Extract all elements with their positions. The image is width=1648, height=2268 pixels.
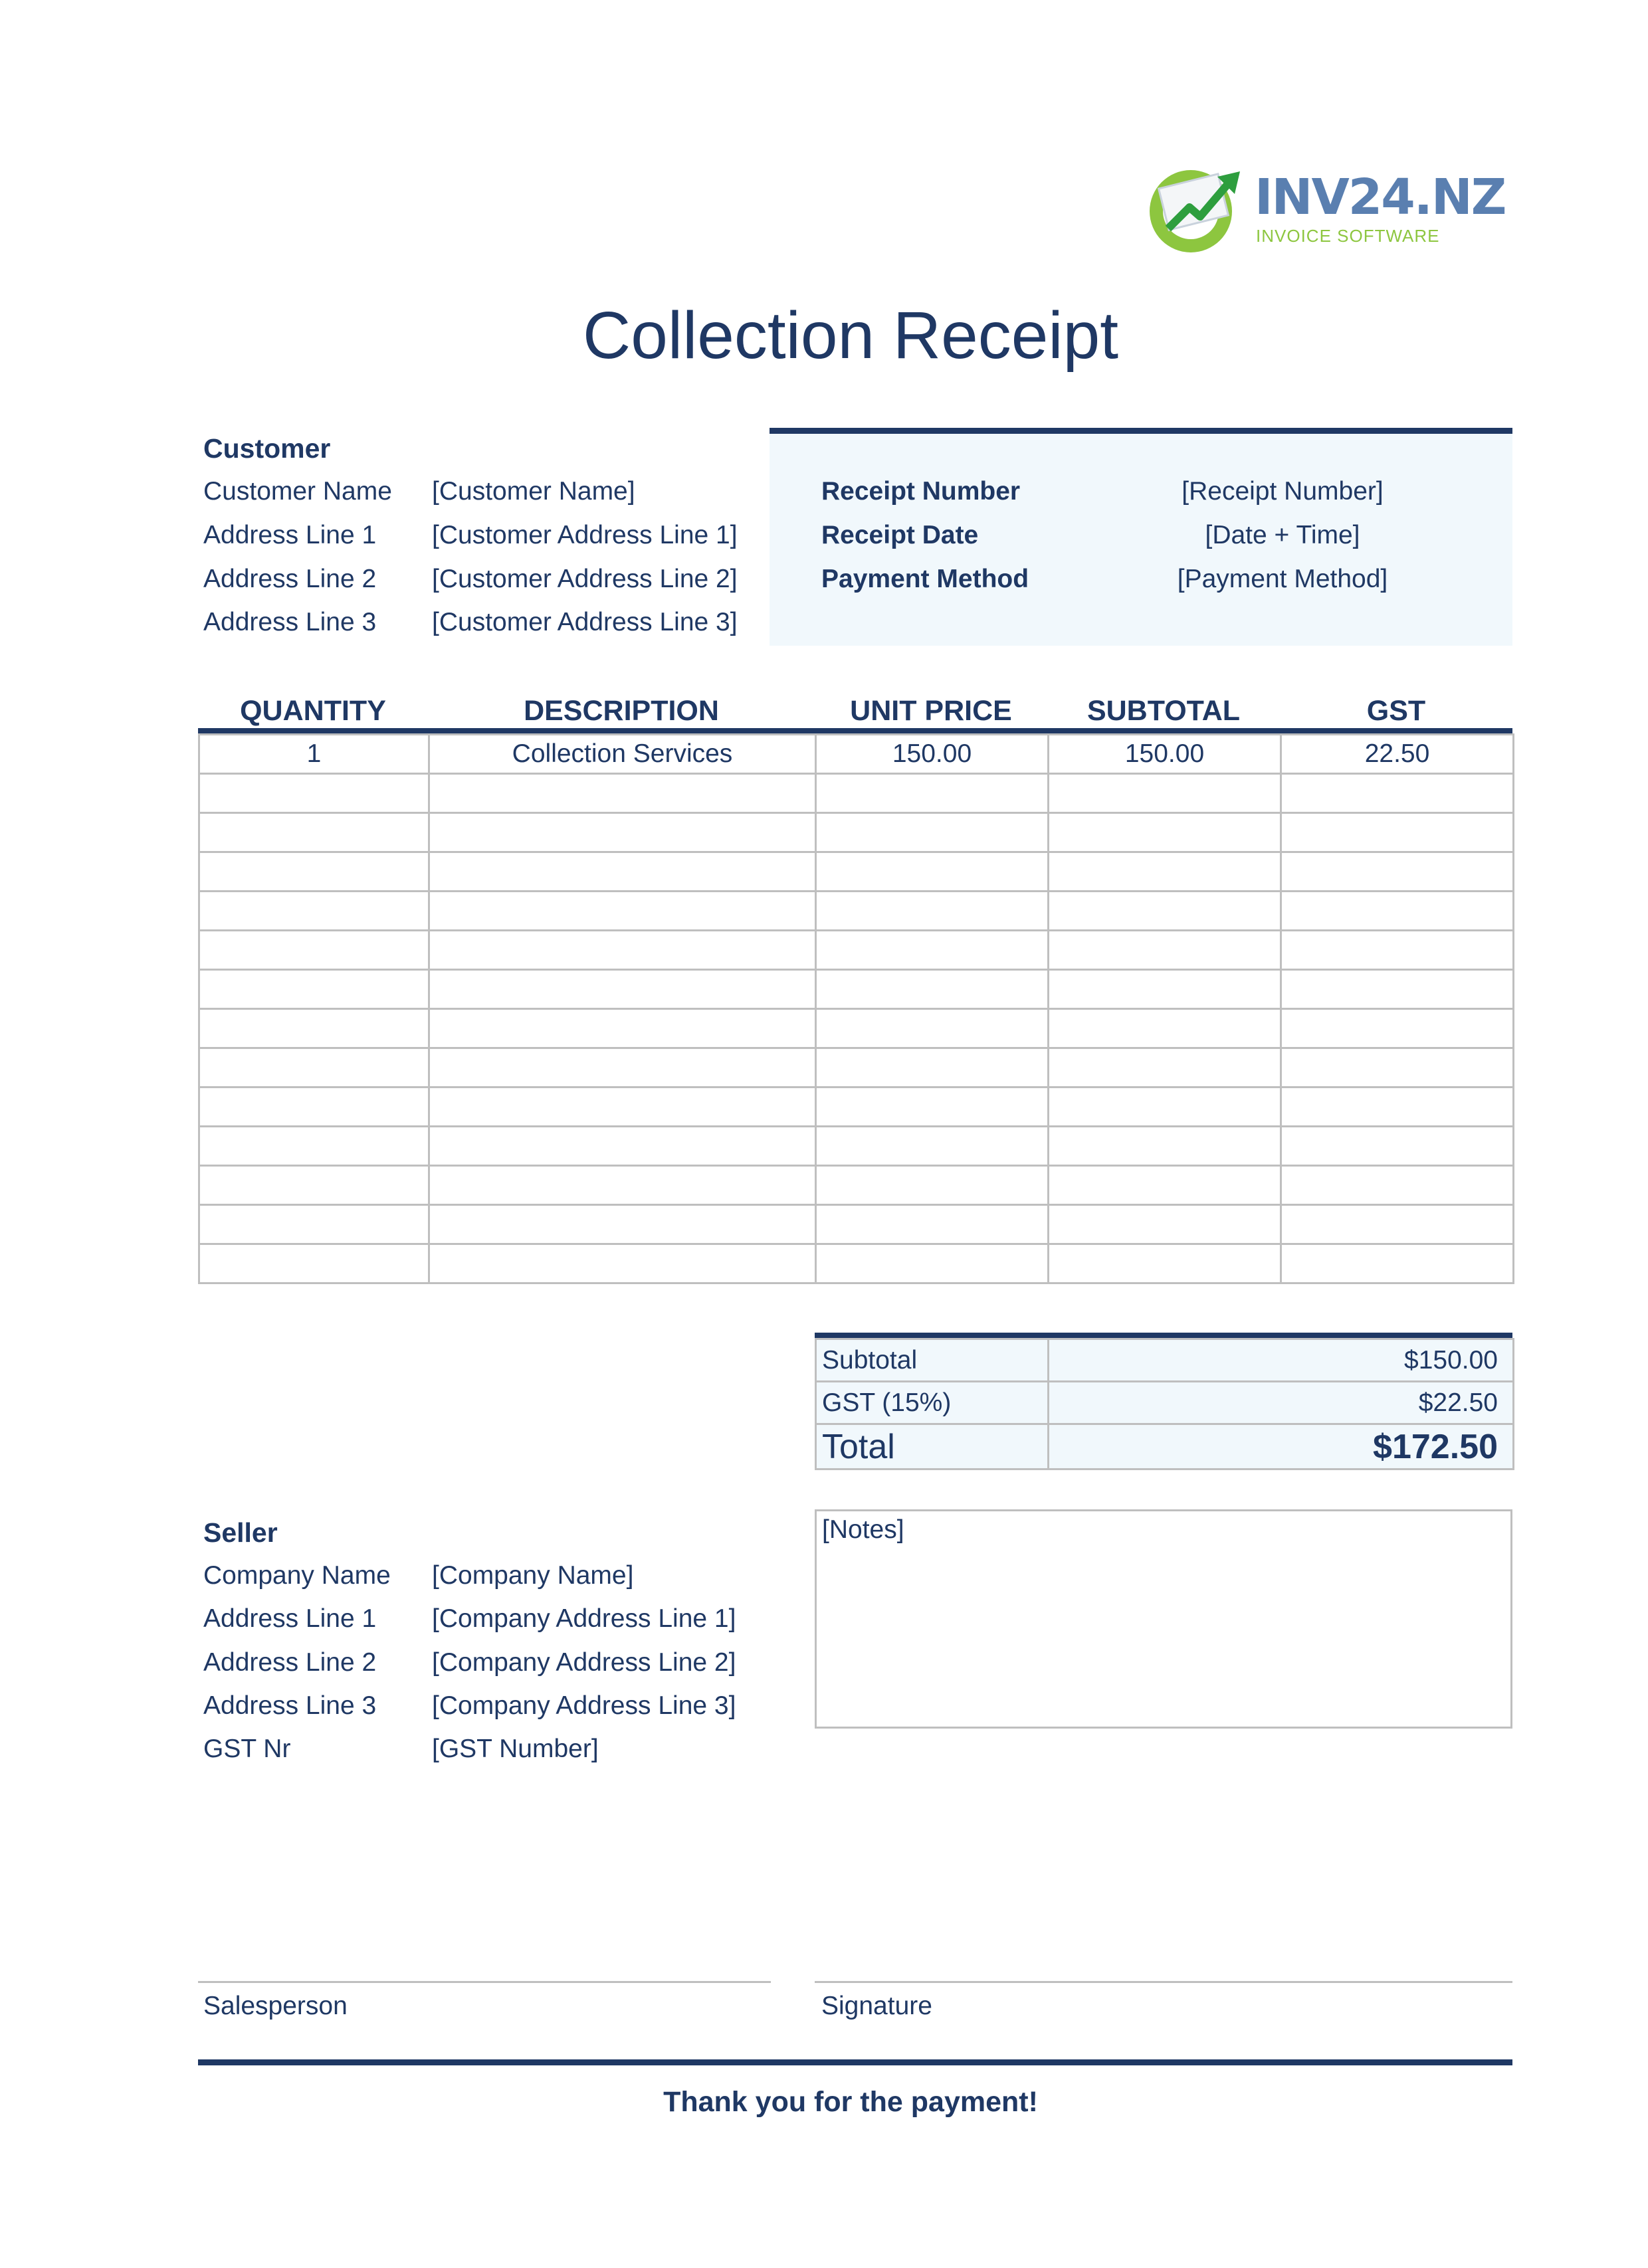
table-cell[interactable] — [816, 813, 1049, 852]
logo-brand-text: INV24.NZ — [1255, 169, 1506, 226]
table-row — [199, 813, 1514, 852]
gst-number-value[interactable]: [GST Number] — [432, 1735, 599, 1763]
table-cell[interactable] — [1049, 813, 1281, 852]
table-cell[interactable] — [1049, 774, 1281, 813]
table-row — [199, 1244, 1514, 1283]
table-cell[interactable] — [1049, 1127, 1281, 1166]
table-row — [199, 1087, 1514, 1127]
table-cell[interactable] — [1049, 1244, 1281, 1283]
table-cell[interactable] — [199, 1205, 429, 1244]
envelope-arrow-logo-icon — [1143, 154, 1249, 260]
total-row — [816, 1424, 1514, 1469]
total-value: $172.50 — [1049, 1424, 1514, 1469]
table-cell[interactable] — [199, 1244, 429, 1283]
table-cell[interactable] — [199, 931, 429, 970]
table-cell[interactable] — [816, 970, 1049, 1009]
salesperson-line — [198, 1981, 771, 1983]
table-row — [199, 931, 1514, 970]
company-name-value[interactable]: [Company Name] — [432, 1561, 634, 1590]
table-cell[interactable] — [816, 892, 1049, 931]
column-header-subtotal: SUBTOTAL — [1086, 695, 1241, 727]
column-header-unit-price: UNIT PRICE — [850, 695, 1012, 727]
table-cell[interactable]: 150.00 — [816, 735, 1049, 774]
table-cell[interactable] — [429, 931, 816, 970]
payment-method-value[interactable]: [Payment Method] — [1177, 565, 1388, 593]
table-cell[interactable] — [1281, 1166, 1514, 1205]
customer-name-value[interactable]: [Customer Name] — [432, 477, 635, 506]
customer-name-label: Customer Name — [203, 477, 392, 506]
table-cell[interactable] — [1281, 1009, 1514, 1048]
table-cell[interactable] — [1281, 892, 1514, 931]
receipt-date-label: Receipt Date — [821, 521, 979, 549]
table-cell[interactable] — [199, 1166, 429, 1205]
table-cell[interactable] — [199, 892, 429, 931]
table-cell[interactable]: 1 — [199, 735, 429, 774]
table-cell[interactable] — [816, 1166, 1049, 1205]
customer-address1-label: Address Line 1 — [203, 521, 377, 549]
table-cell[interactable] — [1281, 1244, 1514, 1283]
table-cell[interactable] — [1049, 892, 1281, 931]
company-address1-label: Address Line 1 — [203, 1604, 377, 1633]
customer-address3-label: Address Line 3 — [203, 608, 377, 636]
table-cell[interactable] — [1049, 1048, 1281, 1087]
table-cell[interactable] — [1281, 852, 1514, 892]
table-cell[interactable] — [1281, 1205, 1514, 1244]
company-address3-label: Address Line 3 — [203, 1691, 377, 1720]
items-table — [198, 733, 1512, 1284]
subtotal-value: $150.00 — [1049, 1339, 1514, 1382]
items-table-header — [198, 687, 1512, 733]
column-header-gst: GST — [1366, 695, 1426, 727]
table-cell[interactable] — [1049, 931, 1281, 970]
table-cell[interactable] — [816, 852, 1049, 892]
table-cell[interactable] — [816, 1244, 1049, 1283]
table-cell[interactable] — [429, 1166, 816, 1205]
table-cell[interactable] — [816, 1009, 1049, 1048]
table-cell[interactable] — [199, 1127, 429, 1166]
table-cell[interactable] — [429, 774, 816, 813]
table-cell[interactable] — [429, 1048, 816, 1087]
total-label: Total — [816, 1424, 1049, 1469]
table-cell[interactable] — [429, 970, 816, 1009]
table-cell[interactable] — [1281, 970, 1514, 1009]
table-cell[interactable] — [816, 1127, 1049, 1166]
salesperson-label: Salesperson — [203, 1992, 348, 2020]
table-cell[interactable] — [816, 931, 1049, 970]
table-row — [199, 892, 1514, 931]
gst-row — [816, 1382, 1514, 1424]
table-cell[interactable] — [199, 1009, 429, 1048]
table-cell[interactable] — [429, 852, 816, 892]
gst-label: GST (15%) — [816, 1382, 1049, 1424]
table-cell[interactable] — [429, 1009, 816, 1048]
customer-address3-value[interactable]: [Customer Address Line 3] — [432, 608, 738, 636]
page-title: Collection Receipt — [583, 298, 1118, 373]
signature-label: Signature — [821, 1992, 932, 2020]
table-cell[interactable] — [816, 774, 1049, 813]
customer-address2-label: Address Line 2 — [203, 565, 377, 593]
table-cell[interactable] — [199, 813, 429, 852]
table-cell[interactable] — [429, 1127, 816, 1166]
table-cell[interactable] — [1281, 1087, 1514, 1127]
thank-you-message: Thank you for the payment! — [663, 2086, 1038, 2118]
table-row — [199, 1009, 1514, 1048]
table-cell[interactable]: 150.00 — [1049, 735, 1281, 774]
table-cell[interactable] — [429, 1244, 816, 1283]
table-row — [199, 970, 1514, 1009]
seller-heading: Seller — [203, 1517, 278, 1548]
table-row — [199, 1127, 1514, 1166]
table-cell[interactable] — [1049, 1009, 1281, 1048]
receipt-number-value[interactable]: [Receipt Number] — [1182, 477, 1384, 506]
company-address3-value[interactable]: [Company Address Line 3] — [432, 1691, 736, 1720]
payment-method-label: Payment Method — [821, 565, 1029, 593]
subtotal-row — [816, 1339, 1514, 1382]
table-cell[interactable] — [199, 1087, 429, 1127]
table-cell[interactable] — [1049, 1087, 1281, 1127]
table-row — [199, 1048, 1514, 1087]
gst-number-label: GST Nr — [203, 1735, 291, 1763]
subtotal-label: Subtotal — [816, 1339, 1049, 1382]
table-cell[interactable]: Collection Services — [429, 735, 816, 774]
table-cell[interactable] — [1049, 1205, 1281, 1244]
table-cell[interactable] — [1281, 1048, 1514, 1087]
table-row — [199, 735, 1514, 774]
table-cell[interactable] — [816, 1205, 1049, 1244]
table-cell[interactable] — [1281, 813, 1514, 852]
table-cell[interactable] — [199, 774, 429, 813]
company-address1-value[interactable]: [Company Address Line 1] — [432, 1604, 736, 1633]
table-cell[interactable] — [429, 1087, 816, 1127]
column-header-description: DESCRIPTION — [524, 695, 719, 727]
totals-table — [815, 1338, 1512, 1470]
company-address2-value[interactable]: [Company Address Line 2] — [432, 1648, 736, 1677]
table-cell[interactable] — [199, 1048, 429, 1087]
table-row — [199, 1166, 1514, 1205]
receipt-number-label: Receipt Number — [821, 477, 1021, 506]
logo-tagline: INVOICE SOFTWARE — [1256, 226, 1440, 246]
table-cell[interactable] — [429, 892, 816, 931]
receipt-date-value[interactable]: [Date + Time] — [1205, 521, 1360, 549]
signature-line — [815, 1981, 1512, 1983]
table-cell[interactable] — [1049, 1166, 1281, 1205]
table-cell[interactable] — [1281, 931, 1514, 970]
table-cell[interactable] — [816, 1087, 1049, 1127]
table-cell[interactable] — [816, 1048, 1049, 1087]
table-cell[interactable] — [1049, 970, 1281, 1009]
table-cell[interactable] — [429, 813, 816, 852]
table-cell[interactable] — [199, 970, 429, 1009]
table-cell[interactable] — [1049, 852, 1281, 892]
customer-address1-value[interactable]: [Customer Address Line 1] — [432, 521, 738, 549]
table-row — [199, 774, 1514, 813]
footer-rule — [198, 2059, 1512, 2065]
table-cell[interactable] — [429, 1205, 816, 1244]
company-logo — [1143, 154, 1506, 260]
company-address2-label: Address Line 2 — [203, 1648, 377, 1677]
table-cell[interactable] — [199, 852, 429, 892]
customer-address2-value[interactable]: [Customer Address Line 2] — [432, 565, 738, 593]
table-cell[interactable] — [1281, 774, 1514, 813]
gst-value: $22.50 — [1049, 1382, 1514, 1424]
column-header-quantity: QUANTITY — [240, 695, 386, 727]
notes-box[interactable] — [815, 1509, 1512, 1729]
customer-heading: Customer — [203, 433, 331, 464]
notes-text: [Notes] — [822, 1515, 904, 1544]
table-cell[interactable]: 22.50 — [1281, 735, 1514, 774]
table-row — [199, 1205, 1514, 1244]
company-name-label: Company Name — [203, 1561, 391, 1590]
items-table-bottom-rule — [815, 1333, 1512, 1338]
table-cell[interactable] — [1281, 1127, 1514, 1166]
table-row — [199, 852, 1514, 892]
